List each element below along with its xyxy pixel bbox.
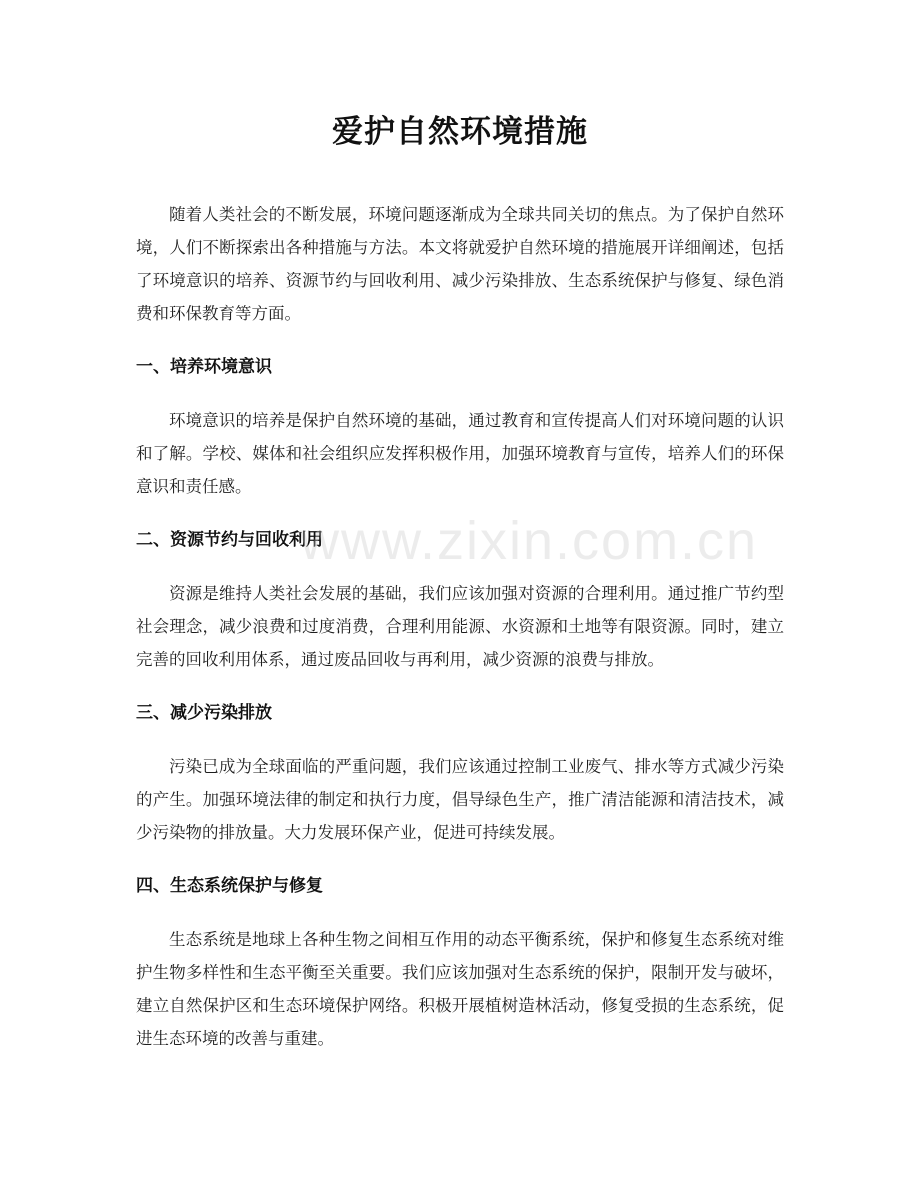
watermark: www.zixin.com.cn: [300, 511, 759, 571]
intro-paragraph: 随着人类社会的不断发展，环境问题逐渐成为全球共同关切的焦点。为了保护自然环境，人们不断探索出各种措施与方法。本文将就爱护自然环境的措施展开详细阐述，包括了环境意识的培养、资源节约与回收利用、减少污染排放、生态系统保护与修复、绿色消费和环保教育等方面。: [136, 205, 784, 323]
section-heading-1: 一、培养环境意识: [136, 357, 272, 377]
section-body-4: 生态系统是地球上各种生物之间相互作用的动态平衡系统，保护和修复生态系统对维护生物多样性和生态平衡至关重要。我们应该加强对生态系统的保护，限制开发与破坏，建立自然保护区和生态环境保护网络。积极开展植树造林活动，修复受损的生态系统，促进生态环境的改善与重建。: [136, 930, 784, 1048]
section-body-3: 污染已成为全球面临的严重问题，我们应该通过控制工业废气、排水等方式减少污染的产生。加强环境法律的制定和执行力度，倡导绿色生产，推广清洁能源和清洁技术，减少污染物的排放量。大力发展环保产业，促进可持续发展。: [136, 757, 784, 842]
section-heading-2: 二、资源节约与回收利用: [136, 530, 323, 550]
section-body-1: 环境意识的培养是保护自然环境的基础，通过教育和宣传提高人们对环境问题的认识和了解。学校、媒体和社会组织应发挥积极作用，加强环境教育与宣传，培养人们的环保意识和责任感。: [136, 411, 784, 496]
section-heading-3: 三、减少污染排放: [136, 703, 272, 723]
section-heading-4: 四、生态系统保护与修复: [136, 876, 323, 896]
section-body-2: 资源是维持人类社会发展的基础，我们应该加强对资源的合理利用。通过推广节约型社会理念，减少浪费和过度消费，合理利用能源、水资源和土地等有限资源。同时，建立完善的回收利用体系，通过废品回收与再利用，减少资源的浪费与排放。: [136, 584, 784, 669]
document-title: 爱护自然环境措施: [332, 114, 588, 150]
